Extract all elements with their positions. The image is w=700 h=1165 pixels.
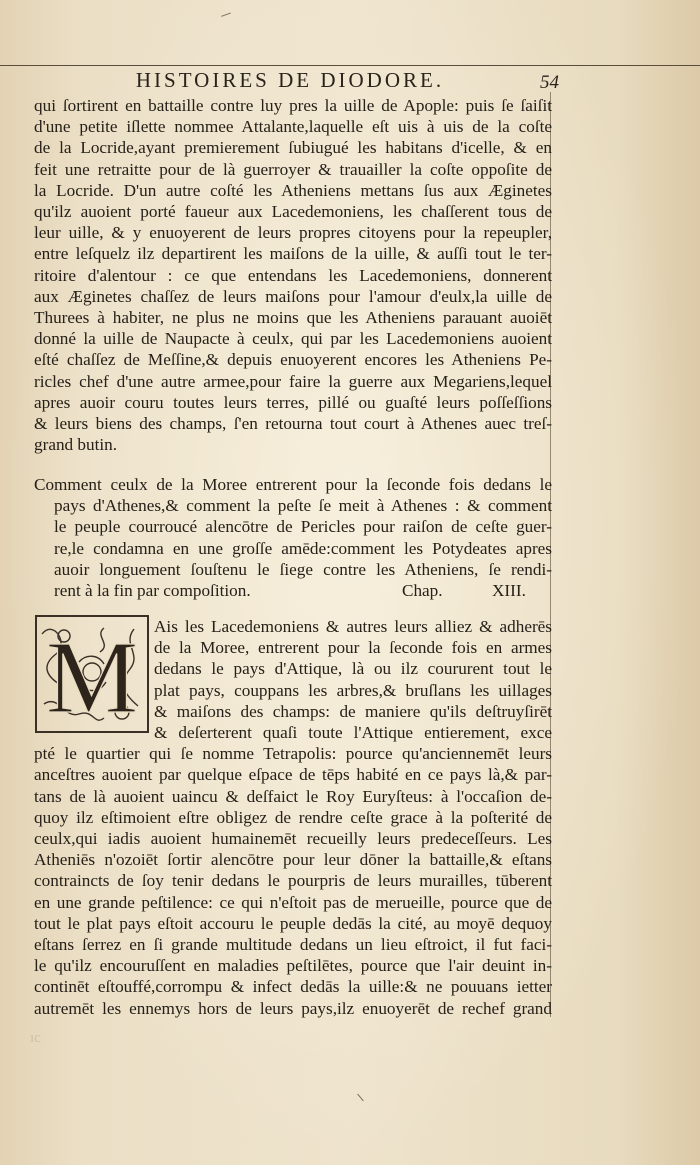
text-line: ricles chef d'une autre armee,pour faire la guerre aux Megariens,lequel: [34, 371, 552, 391]
text-line: tans de là auoient uaincu & deſfaict le Roy Euryſteus: à l'occaſion de-: [34, 786, 552, 806]
text-line: donné la uille de Naupacte à ceulx, qui par les Lacedemoniens auoient: [34, 329, 552, 349]
text-line: eſtans ſerrez en ſi grande multitude dedans un lieu eſtroict, il fut faci-: [34, 935, 552, 955]
text-line: qui ſortirent en battaille contre luy pres la uille de Apople: puis ſe ſaiſit: [34, 96, 552, 115]
chapter-label: Chap.: [402, 581, 443, 601]
text-line: & deſerterent quaſi toute l'Attique entierement, exce: [154, 723, 552, 743]
text-line: aux Æginetes chaſſez de leurs maiſons pour l'amour d'eulx,la uille de: [34, 286, 552, 306]
chapter-heading-line: auoir longuement ſouſtenu le ſiege contre les Atheniens, ſe rendi-: [54, 559, 552, 579]
text-line: ritoire d'alentour : ce que entendans les Lacedemoniens, donnerent: [34, 265, 552, 285]
text-line: anceſtres auoient par quelque eſpace de tēps habité en ce pays là,& par-: [34, 765, 552, 785]
page-mark: [221, 13, 233, 23]
text-line: la Locride. D'un autre coſté les Atheniens mettans ſus aux Æginetes: [34, 180, 552, 200]
text-line: eſté chaſſez de Meſſine,& depuis enuoyerent encores les Atheniens Pe-: [34, 350, 552, 370]
text-line: pté le quartier qui ſe nomme Tetrapolis: pource qu'anciennemēt leurs: [34, 744, 552, 764]
chapter-line: [34, 580, 552, 601]
text-line: & leurs biens des champs, ſ'en retourna tout court à Athenes auec treſ-: [34, 414, 552, 434]
running-head: HISTOIRES DE DIODORE.: [135, 68, 445, 92]
text-line: plat pays, couppans les arbres,& bruſlans les uillages: [154, 680, 552, 700]
text-line: quoy ilz eſtimoient eſtre obligez de rendre ceſte grace à la poſterité de: [34, 807, 552, 827]
text-line: autremēt les ennemys hors de leurs pays,ilz enuoyerēt de rechef grand: [34, 998, 552, 1018]
text-line: de la Locride,ayant premierement ſubiugué les habitans d'icelle, & en: [34, 138, 552, 158]
chapter-number: XIII.: [492, 581, 526, 601]
text-line: Atheniēs n'ozoiēt ſortir alencōtre pour leur dōner la battaille,& eſtans: [34, 850, 552, 870]
text-line: de la Moree, entrerent pour la ſeconde fois en armes: [154, 638, 552, 658]
initial-letter: M: [45, 620, 139, 734]
text-line: contraincts de ſoy tenir dedans le pourpris de leurs murailles, tūberent: [34, 871, 552, 891]
show-through-text: ıc: [30, 1030, 41, 1046]
text-line: feit une retraitte pour de là guerroyer & trauailler la coſte oppoſite de: [34, 159, 552, 179]
chapter-heading: [34, 474, 552, 601]
text-line: Thurees à habiter, ne plus ne moins que les Atheniens parauant auoiēt: [34, 308, 552, 328]
text-line: & maiſons des champs: de maniere qu'ils deſtruyſirēt: [154, 701, 552, 721]
header-rule: [0, 65, 700, 66]
text-line: ceulx,qui iadis auoient humainemēt recueilly leurs predeceſſeurs. Les: [34, 829, 552, 849]
text-line: en une grande peſtilence: ce qui n'eſtoit pas de merueille, pource que de: [34, 892, 552, 912]
text-line: dedans le pays d'Attique, là ou ilz coururent tout le: [154, 659, 552, 679]
chapter-heading-line: re,le condamna en une groſſe amēde:comment les Potydeates apres: [54, 538, 552, 558]
text-line: grand butin.: [34, 435, 118, 455]
text-line: tout le plat pays eſtoit accouru le peuple dedās la cité, au moyē dequoy: [34, 913, 552, 933]
text-line: apres auoir couru toutes leurs terres, pillé ou guaſté leurs poſſeſſions: [34, 392, 552, 412]
chapter-heading-line: le peuple courroucé alencōtre de Pericles pour raiſon de ceſte guer-: [54, 517, 552, 537]
paragraph-2: [34, 616, 552, 1019]
text-line: continēt eſtouffé,corrompu & infect dedās la uille:& ne pouuans ietter: [34, 977, 552, 997]
text-line: le qu'ilz encouruſſent en maladies peſtilētes, pource que l'air deuint in-: [34, 956, 552, 976]
folio-number: 54: [540, 72, 559, 93]
text-line: Ais les Lacedemoniens & autres leurs alliez & adherēs: [154, 617, 552, 636]
chapter-heading-line: Comment ceulx de la Moree entrerent pour la ſeconde fois dedans le: [34, 475, 552, 494]
text-line: qu'ilz auoient porté faueur aux Lacedemoniens, les chaſſerent tous de: [34, 202, 552, 222]
chapter-heading-last-line: rent à la fin par compoſition.: [54, 581, 251, 601]
text-line: leur uille, & y enuoyerent de leurs propres citoyens pour la repeupler,: [34, 223, 552, 243]
paragraph-1: [34, 95, 552, 455]
text-line: d'une petite iſlette nommee Attalante,laquelle eſt uis à uis de la coſte: [34, 117, 552, 137]
text-line: entre leſquelz ilz departirent les maiſons de la uille, & auſſi tout le ter-: [34, 244, 552, 264]
page-mark-bottom: [357, 1094, 364, 1102]
chapter-heading-line: pays d'Athenes,& comment la peſte ſe meit à Athenes : & comment: [54, 496, 552, 516]
